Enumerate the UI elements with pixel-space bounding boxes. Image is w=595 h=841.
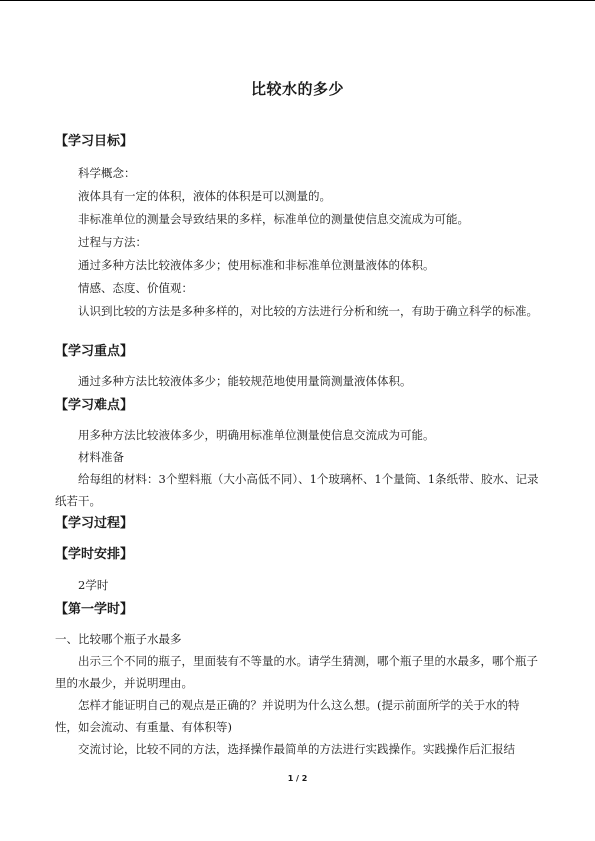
section-process bbox=[55, 514, 540, 534]
goal-line: 科学概念： bbox=[78, 166, 136, 180]
goal-line: 认识到比较的方法是多种多样的，对比较的方法进行分析和统一，有助于确立科学的标准。 bbox=[78, 304, 538, 318]
difficulty-line: 用多种方法比较液体多少，明确用标准单位测量使信息交流成为可能。 bbox=[78, 428, 435, 442]
heading-key-points: 【学习重点】 bbox=[55, 344, 134, 359]
goal-line: 液体具有一定的体积，液体的体积是可以测量的。 bbox=[78, 189, 331, 203]
section-key-points bbox=[55, 342, 540, 392]
goal-line: 情感、态度、价值观： bbox=[78, 281, 193, 295]
section-first-period bbox=[55, 600, 540, 760]
heading-schedule: 【学时安排】 bbox=[55, 547, 134, 562]
section-one-paragraph: 出示三个不同的瓶子，里面装有不等量的水。请学生猜测，哪个瓶子里的水最多，哪个瓶子里的水最少，并说明理由。 bbox=[55, 654, 538, 690]
goal-line: 非标准单位的测量会导致结果的多样，标准单位的测量使信息交流成为可能。 bbox=[78, 212, 469, 226]
heading-learning-goals: 【学习目标】 bbox=[55, 134, 134, 149]
page-number: 1 / 2 bbox=[287, 774, 308, 783]
section-schedule bbox=[55, 545, 540, 595]
goal-line: 通过多种方法比较液体多少；使用标准和非标准单位测量液体的体积。 bbox=[78, 258, 435, 272]
section-difficulties bbox=[55, 396, 540, 512]
section-learning-goals bbox=[55, 132, 540, 323]
section-one-paragraph: 交流讨论，比较不同的方法，选择操作最简单的方法进行实践操作。实践操作后汇报结 bbox=[78, 742, 515, 756]
goal-line: 过程与方法： bbox=[78, 235, 147, 249]
section-one-paragraph: 怎样才能证明自己的观点是正确的？并说明为什么这么想。(提示前面所学的关于水的特性，如会流动、有重量、有体积等) bbox=[55, 698, 520, 734]
page-title: 比较水的多少 bbox=[250, 80, 344, 98]
key-point-text: 通过多种方法比较液体多少；能较规范地使用量筒测量液体体积。 bbox=[78, 374, 412, 388]
section-one-title: 一、比较哪个瓶子水最多 bbox=[55, 632, 182, 646]
materials-list: 给每组的材料：3个塑料瓶（大小高低不同）、1个玻璃杯、1个量筒、1条纸带、胶水、记录纸若干。 bbox=[55, 472, 539, 508]
heading-difficulties: 【学习难点】 bbox=[55, 398, 134, 413]
heading-process: 【学习过程】 bbox=[55, 516, 134, 531]
schedule-text: 2学时 bbox=[78, 578, 109, 592]
heading-first-period: 【第一学时】 bbox=[55, 602, 134, 617]
materials-label: 材料准备 bbox=[78, 450, 124, 464]
